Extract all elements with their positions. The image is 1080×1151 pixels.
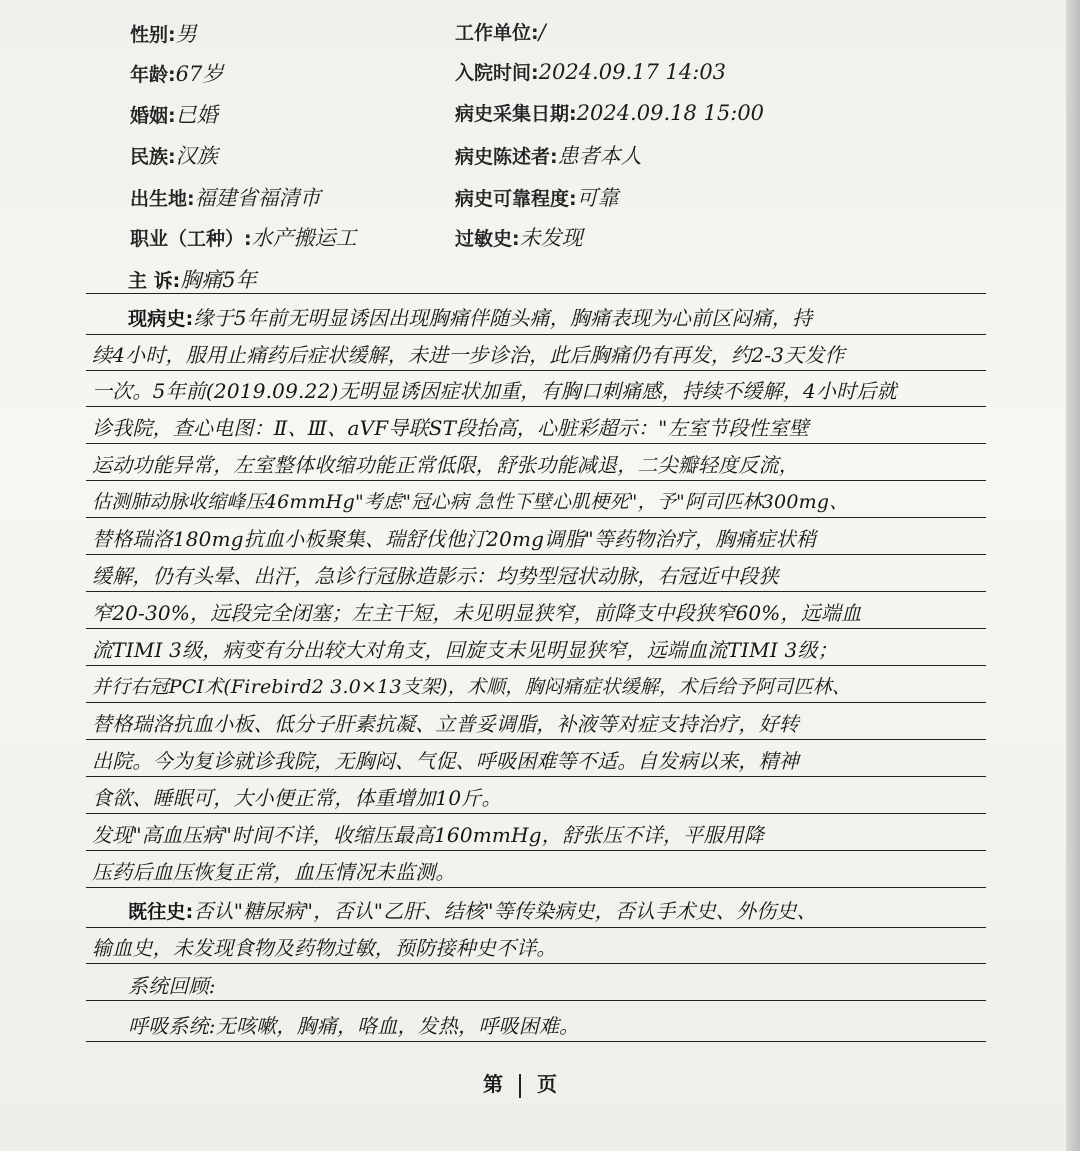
field-allergy: 过敏史:未发现 [455, 226, 583, 250]
history-line: 诊我院，查心电图：Ⅱ、Ⅲ、aVF导联ST段抬高，心脏彩超示："左室节段性室壁 [92, 416, 809, 440]
history-line: 并行右冠PCI术(Firebird2 3.0×13支架)，术顺，胸闷痛症状缓解，术后给予阿司匹林、 [92, 676, 851, 698]
page-footer: 第 页 [483, 1072, 557, 1096]
respiratory-system-line: 呼吸系统:无咳嗽，胸痛，咯血，发热，呼吸困难。 [128, 1014, 580, 1038]
ruled-line [86, 293, 986, 294]
history-line: 出院。今为复诊就诊我院，无胸闷、气促、呼吸困难等不适。自发病以来，精神 [92, 749, 799, 773]
past-history-line: 既往史:否认"糖尿病"，否认"乙肝、结核"等传染病史，否认手术史、外伤史、 [128, 899, 817, 923]
field-admission-time: 入院时间:2024.09.17 14:03 [455, 60, 727, 84]
field-history-date: 病史采集日期:2024.09.18 15:00 [455, 101, 765, 125]
history-line: 流TIMI 3级，病变有分出较大对角支，回旋支未见明显狭窄，远端血流TIMI 3级； [92, 638, 838, 662]
chief-complaint: 主 诉:胸痛5年 [128, 268, 257, 292]
field-gender: 性别:男 [130, 22, 197, 46]
page-number-divider [519, 1074, 521, 1098]
field-reliability: 病史可靠程度:可靠 [455, 186, 619, 210]
field-ethnicity: 民族:汉族 [130, 144, 218, 168]
field-workplace: 工作单位:/ [455, 20, 546, 44]
field-marital: 婚姻:已婚 [130, 103, 218, 127]
field-occupation: 职业（工种）:水产搬运工 [130, 226, 357, 250]
field-narrator: 病史陈述者:患者本人 [455, 144, 642, 168]
history-line: 运动功能异常，左室整体收缩功能正常低限，舒张功能减退，二尖瓣轻度反流， [92, 453, 799, 477]
history-line: 缓解，仍有头晕、出汗，急诊行冠脉造影示：均势型冠状动脉，右冠近中段狭 [92, 564, 779, 588]
page-edge-shadow [1066, 0, 1080, 1151]
history-line: 食欲、睡眠可，大小便正常，体重增加10斤。 [92, 786, 502, 810]
history-line: 发现"高血压病"时间不详，收缩压最高160mmHg，舒张压不详，平服用降 [92, 823, 764, 847]
past-history-line: 输血史，未发现食物及药物过敏，预防接种史不详。 [92, 936, 557, 960]
review-of-systems-label: 系统回顾: [128, 974, 216, 998]
history-line: 替格瑞洛180mg抗血小板聚集、瑞舒伐他汀20mg调脂"等药物治疗，胸痛症状稍 [92, 527, 817, 551]
history-line: 续4小时，服用止痛药后症状缓解，未进一步诊治，此后胸痛仍有再发，约2-3天发作 [92, 343, 845, 367]
history-line: 替格瑞洛抗血小板、低分子肝素抗凝、立普妥调脂，补液等对症支持治疗，好转 [92, 712, 799, 736]
history-line: 估测肺动脉收缩峰压46mmHg"考虑"冠心病 急性下壁心肌梗死"，予"阿司匹林300mg、 [92, 491, 849, 513]
history-line: 一次。5年前(2019.09.22)无明显诱因症状加重，有胸口刺痛感，持续不缓解，4小时后就 [92, 379, 897, 403]
history-line: 压药后血压恢复正常，血压情况未监测。 [92, 860, 456, 884]
history-line: 现病史:缘于5年前无明显诱因出现胸痛伴随头痛，胸痛表现为心前区闷痛，持 [128, 306, 813, 330]
history-line: 窄20-30%，远段完全闭塞；左主干短，未见明显狭窄，前降支中段狭窄60%，远端血 [92, 601, 862, 625]
field-age: 年龄:67岁 [130, 62, 224, 86]
field-birthplace: 出生地:福建省福清市 [130, 186, 321, 210]
